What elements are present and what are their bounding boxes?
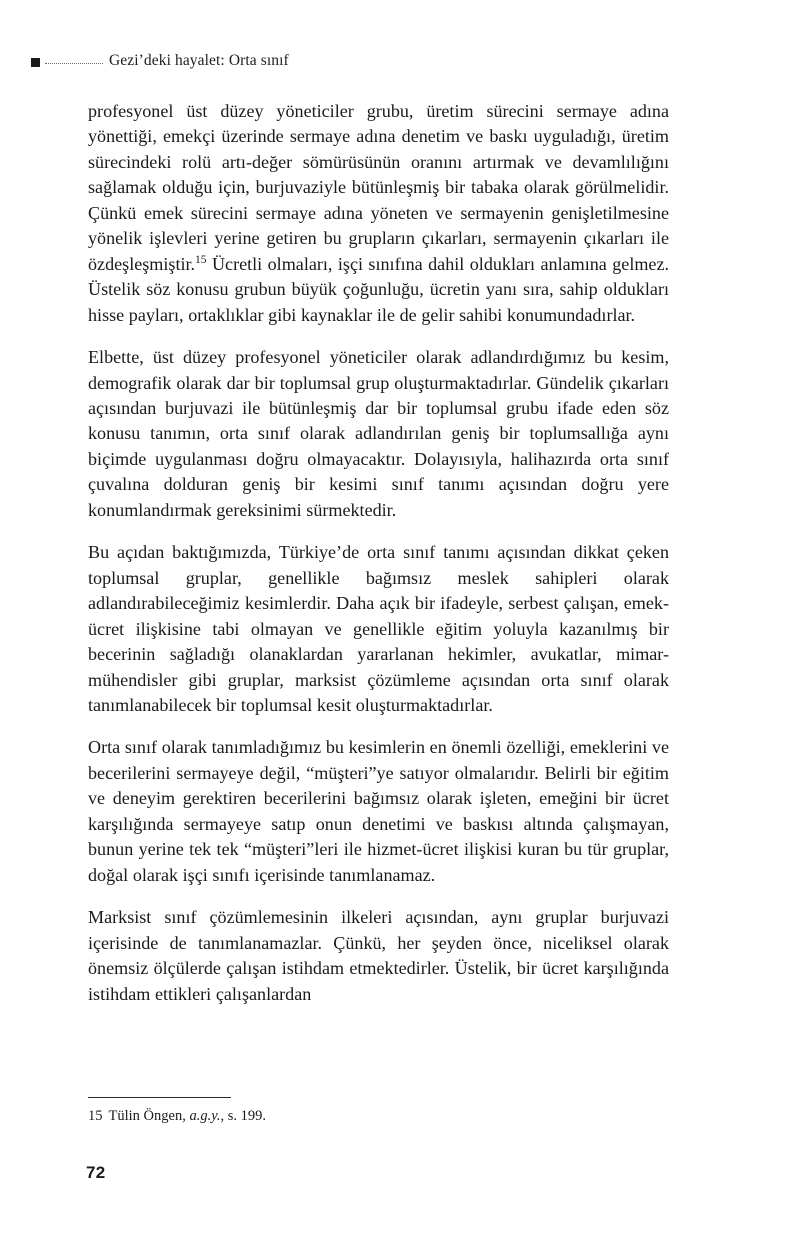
footnote-italic-reference: a.g.y. bbox=[189, 1108, 221, 1124]
paragraph-1-tail: Ücretli olmaları, işçi sınıfına dahil oldukları anlamına gelmez. Üstelik söz konusu grubun büyük çoğunluğu, ücretin yanı sıra, sahip oldukları hisse payları, ortaklıklar gibi kaynaklar ile de gelir sahibi konumundadırlar. bbox=[88, 253, 669, 325]
footnote-author: Tülin Öngen, bbox=[108, 1108, 186, 1124]
footnote-locator: , s. 199. bbox=[220, 1108, 266, 1124]
paragraph-4: Orta sınıf olarak tanımladığımız bu kesimlerin en önemli özelliği, emeklerini ve becerilerini sermayeye değil, “müşteri”ye satıyor olmalarıdır. Belirli bir eğitim ve deneyim gerektiren becerilerini bağımsız olarak işleten, emeğini bir ücret karşılığında sermayeye satıp onun denetimi ve baskısı altında çalışmayan, bunun yerine tek tek “müşteri”leri ile hizmet-ücret ilişkisi kuran bu tür gruplar, doğal olarak işçi sınıfı içerisinde tanımlanamaz. bbox=[88, 737, 669, 885]
text-column bbox=[88, 99, 669, 1007]
paragraph-3: Bu açıdan baktığımızda, Türkiye’de orta sınıf tanımı açısından dikkat çeken toplumsal gruplar, genellikle bağımsız meslek sahipleri olarak adlandırabileceğimiz kesimlerdir. Daha açık bir ifadeyle, serbest çalışan, emek-ücret ilişkisine tabi olmayan ve genellikle eğitim yoluyla kazanılmış bir becerinin sağladığı olanaklardan yararlanan hekimler, avukatlar, mimar-mühendisler gibi gruplar, marksist çözümleme açısından orta sınıf olarak tanımlanabilecek bir toplumsal kesit oluşturmaktadırlar. bbox=[88, 542, 669, 715]
dotted-leader-icon bbox=[45, 62, 103, 64]
paragraph-1-lead: profesyonel üst düzey yöneticiler grubu, üretim sürecini sermaye adına yönettiği, emekçi üzerinde sermaye adına denetim ve baskı uyguladığı, üretim sürecindeki rolü artı-değer sömürüsünün oranını artırmak ve devamlılığını sağlamak olduğu için, burjuvaziyle bütünleşmiş bir tabaka olarak görülmelidir. Çünkü emek sürecini sermaye adına yöneten ve sermayenin genişletilmesine yönelik işlevleri yerine getiren bu grupların çıkarları, sermayenin çıkarları ile özdeşleşmiştir. bbox=[88, 101, 669, 274]
footnote-entry bbox=[88, 1107, 669, 1126]
paragraph-5: Marksist sınıf çözümlemesinin ilkeleri açısından, aynı gruplar burjuvazi içerisinde de tanımlanamazlar. Çünkü, her şeyden önce, niceliksel olarak önemsiz ölçülerde çalışan istihdam etmektedirler. Üstelik, bir ücret karşılığında istihdam ettikleri çalışanlardan bbox=[88, 907, 669, 1004]
paragraph-2: Elbette, üst düzey profesyonel yöneticiler olarak adlandırdığımız bu kesim, demografik olarak dar bir toplumsal grup oluşturmaktadırlar. Gündelik çıkarları açısından burjuvazi ile bütünleşmiş dar bir toplumsal grubu ifade eden söz konusu tanımın, orta sınıf olarak adlandırılan geniş bir toplumsallığa aynı biçimde uygulanması doğru olmayacaktır. Dolayısıyla, halihazırda orta sınıf çuvalına dolduran geniş bir kesimi sınıf tanımı açısından doğru yere konumlandırmak gereksinimi sürmektedir. bbox=[88, 347, 669, 520]
footnote-number: 15 bbox=[88, 1108, 103, 1124]
footnote-marker-15[interactable]: 15 bbox=[195, 253, 207, 266]
running-header bbox=[31, 48, 671, 74]
footnote-separator-rule bbox=[88, 1097, 231, 1098]
paragraph-1 bbox=[88, 99, 669, 328]
page-number: 72 bbox=[86, 1163, 106, 1182]
filled-square-icon bbox=[31, 58, 40, 67]
footnote-block bbox=[88, 1097, 669, 1126]
running-header-title: Gezi’deki hayalet: Orta sınıf bbox=[109, 52, 289, 69]
